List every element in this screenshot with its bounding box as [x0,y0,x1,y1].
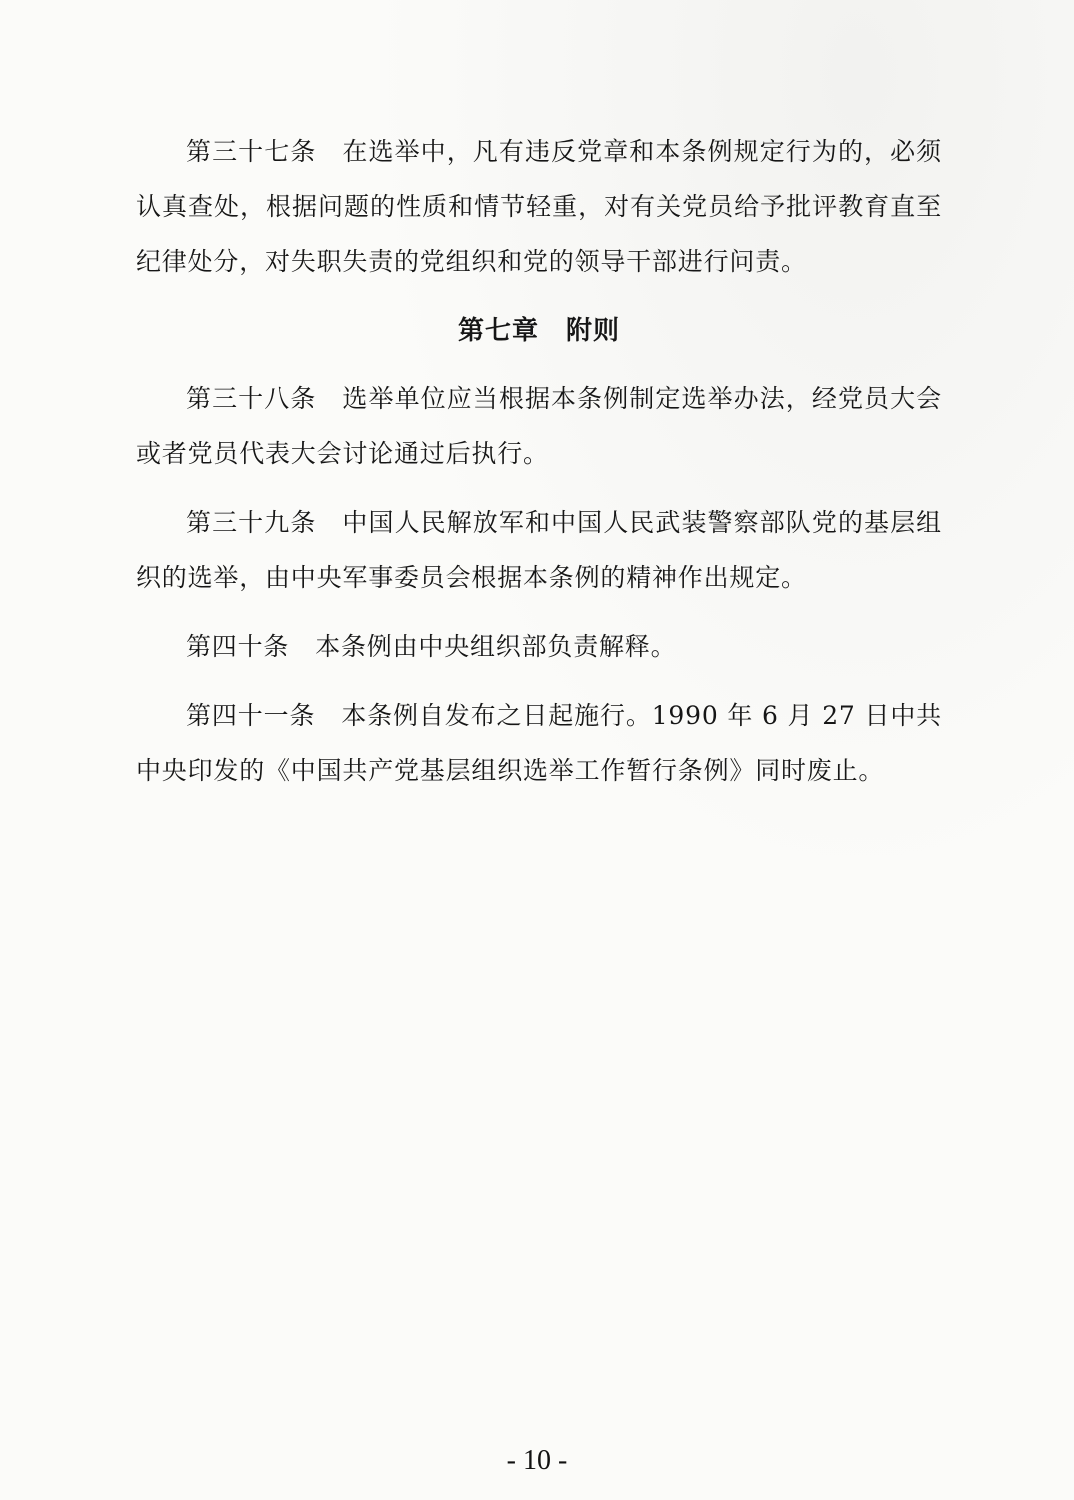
article-label: 第三十九条 [186,508,317,537]
article-text: 在选举中，凡有违反党章和本条例规定行为的，必须认真查处，根据问题的性质和情节轻重，对有关党员给予批评教育直至纪律处分，对失职失责的党组织和党的领导干部进行问责。 [136,137,942,276]
article-label: 第四十一条 [186,701,316,730]
article-label: 第三十七条 [186,137,317,166]
chapter-heading: 第七章 附则 [457,316,620,346]
article-37 [136,124,942,289]
article-40 [136,619,942,674]
article-text: 本条例由中央组织部负责解释。 [315,632,677,661]
document-body [136,124,942,798]
article-text: 本条例自发布之日起施行。1990 年 6 月 27 日中共中央印发的《中国共产党基层组织选举工作暂行条例》同时废止。 [136,701,942,785]
page-number: - 10 - [506,1445,568,1476]
article-text: 中国人民解放军和中国人民武装警察部队党的基层组织的选举，由中央军事委员会根据本条例的精神作出规定。 [136,508,942,592]
article-39 [136,495,942,605]
article-41 [136,688,942,798]
article-38 [136,371,942,481]
article-label: 第三十八条 [186,384,317,413]
article-label: 第四十条 [186,632,290,661]
article-text: 选举单位应当根据本条例制定选举办法，经党员大会或者党员代表大会讨论通过后执行。 [136,384,942,468]
